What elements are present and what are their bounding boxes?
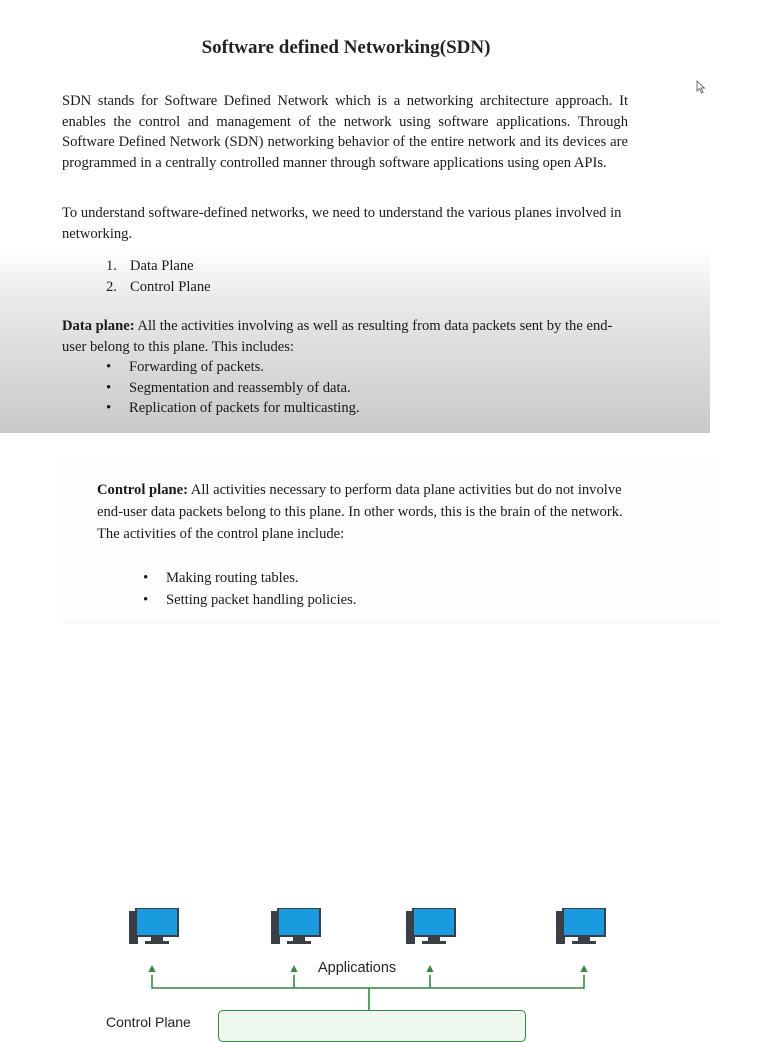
list-item: • Replication of packets for multicasting. — [102, 398, 360, 419]
computer-monitor-icon — [129, 908, 179, 948]
list-number: 1. — [106, 258, 117, 274]
list-item-label: Data Plane — [130, 258, 194, 274]
sdn-diagram — [0, 880, 768, 1030]
list-item — [106, 277, 211, 298]
control-plane-text: All activities necessary to perform data plane activities but do not involve end-user data packets belong to this plane. In other words, this is the brain of the network. The activities of the control plane include: — [97, 482, 623, 542]
data-plane-paragraph — [62, 316, 628, 357]
planes-list — [106, 256, 211, 297]
control-plane-paragraph — [97, 479, 645, 545]
intro-paragraph: SDN stands for Software Defined Network which is a networking architecture approach. It enables the control and management of the network using software applications. Through Software Defined Network (SDN) networking behavior of the entire network and its devices are programmed in a centrally controlled manner through software applications using open APIs. — [62, 93, 628, 171]
applications-label: Applications — [318, 960, 397, 976]
control-plane-label: Control Plane — [106, 1014, 191, 1030]
list-number: 2. — [106, 278, 117, 295]
computer-monitor-icon — [556, 908, 606, 948]
diagram-connectors — [0, 880, 768, 1024]
data-plane-list — [102, 357, 360, 419]
planes-intro-paragraph: To understand software-defined networks, we need to understand the various planes involved in networking. — [62, 205, 622, 242]
data-plane-heading: Data plane: — [62, 318, 135, 334]
list-item — [106, 256, 211, 277]
control-plane-list — [139, 567, 357, 611]
list-item: • Setting packet handling policies. — [139, 589, 357, 611]
list-item: • Segmentation and reassembly of data. — [102, 378, 360, 399]
list-item-label: Control Plane — [130, 278, 211, 295]
computer-monitor-icon — [271, 908, 321, 948]
list-item: • Making routing tables. — [139, 567, 357, 589]
data-plane-text: All the activities involving as well as resulting from data packets sent by the end-user belong to this plane. This includes: — [62, 318, 613, 355]
page-title: Software defined Networking(SDN) — [201, 37, 491, 58]
list-item: • Forwarding of packets. — [102, 357, 360, 378]
mouse-cursor-icon — [696, 80, 706, 94]
computer-monitor-icon — [406, 908, 456, 948]
control-plane-heading: Control plane: — [97, 482, 188, 498]
control-plane-box — [218, 1010, 526, 1042]
